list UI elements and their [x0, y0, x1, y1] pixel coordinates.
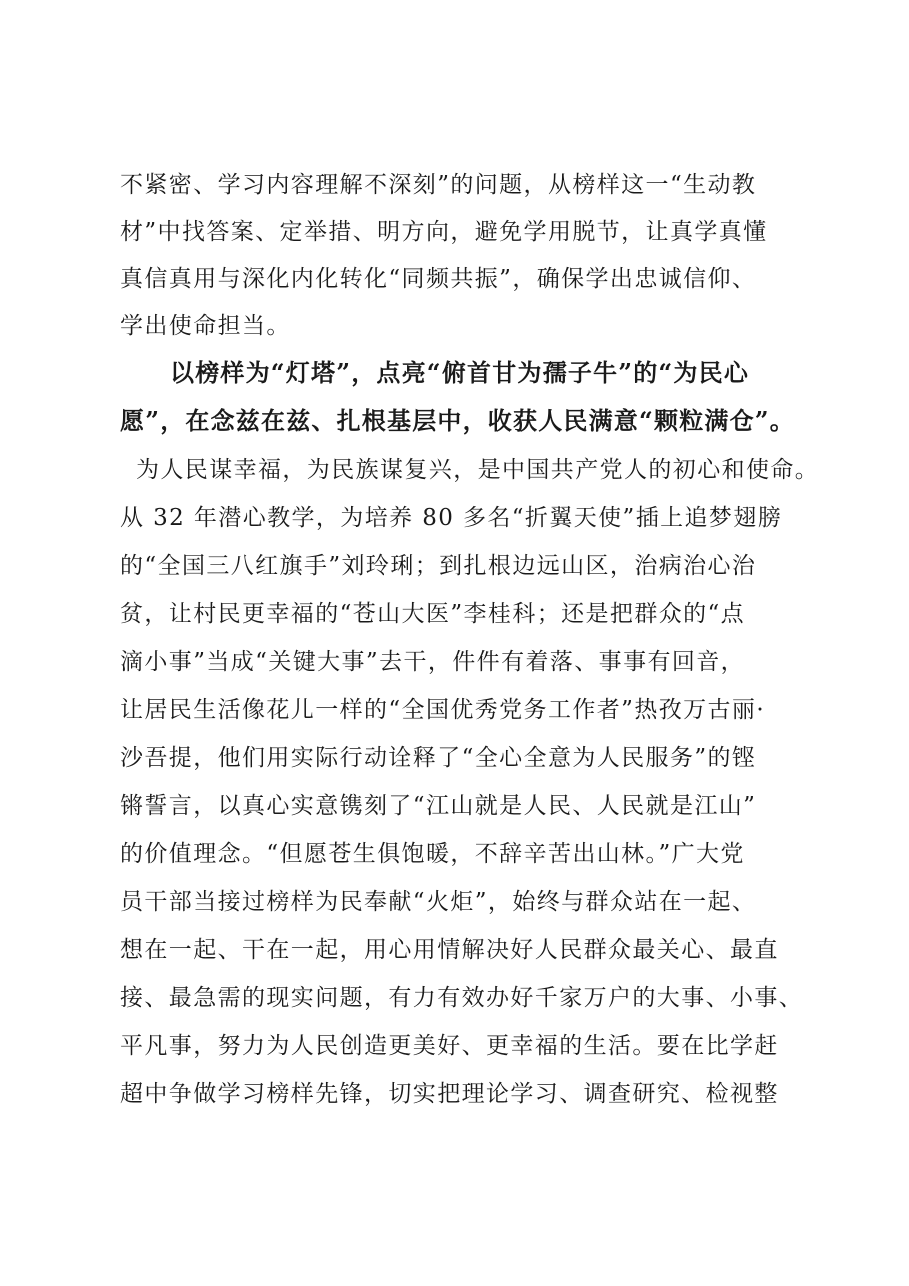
paragraph-2-line-5: 滴小事”当成“关键大事”去干，件件有着落、事事有回音，: [120, 649, 746, 675]
paragraph-1-line-3: 真信真用与深化内化转化“同频共振”，确保学出忠诚信仰、: [120, 266, 757, 292]
paragraph-1-line-2: 材”中找答案、定举措、明方向，避免学用脱节，让真学真懂: [120, 219, 768, 245]
paragraph-2-line-12: 接、最急需的现实问题，有力有效办好千家万户的大事、小事、: [120, 985, 804, 1011]
paragraph-2-line-11: 想在一起、干在一起，用心用情解决好人民群众最关心、最直: [120, 937, 779, 963]
paragraph-2-line-9: 的价值理念。“但愿苍生俱饱暖，不辞辛苦出山林。”广大党: [120, 841, 745, 867]
paragraph-2-line-8: 锵誓言，以真心实意镌刻了“江山就是人民、人民就是江山”: [120, 793, 757, 819]
paragraph-2-line-4: 贫，让村民更幸福的“苍山大医”李桂科；还是把群众的“点: [120, 601, 746, 627]
paragraph-1-line-1: 不紧密、学习内容理解不深刻”的问题，从榜样这一“生动教: [120, 172, 757, 198]
paragraph-1-line-4: 学出使命担当。: [120, 313, 291, 339]
paragraph-2-line-6: 让居民生活像花儿一样的“全国优秀党务工作者”热孜万古丽·: [120, 697, 766, 723]
paragraph-2-line-10: 员干部当接过榜样为民奉献“火炬”，始终与群众站在一起、: [120, 889, 757, 915]
heading-line-2: 愿”，在念兹在兹、扎根基层中，收获人民满意“颗粒满仓”。: [120, 406, 796, 435]
heading-line-1: 以榜样为“灯塔”，点亮“俯首甘为孺子牛”的“为民心: [170, 358, 750, 387]
paragraph-2-line-3: 的“全国三八红旗手”刘玲琍；到扎根边远山区，治病治心治: [120, 553, 757, 579]
paragraph-2-line-1: 为人民谋幸福，为民族谋复兴，是中国共产党人的初心和使命。: [136, 457, 820, 483]
paragraph-2-line-7: 沙吾提，他们用实际行动诠释了“全心全意为人民服务”的铿: [120, 745, 757, 771]
paragraph-2-line-13: 平凡事，努力为人民创造更美好、更幸福的生活。要在比学赶: [120, 1033, 779, 1059]
paragraph-2-line-14: 超中争做学习榜样先锋，切实把理论学习、调查研究、检视整: [120, 1081, 779, 1107]
paragraph-2-line-2: 从 32 年潜心教学，为培养 80 多名“折翼天使”插上追梦翅膀: [120, 505, 783, 531]
